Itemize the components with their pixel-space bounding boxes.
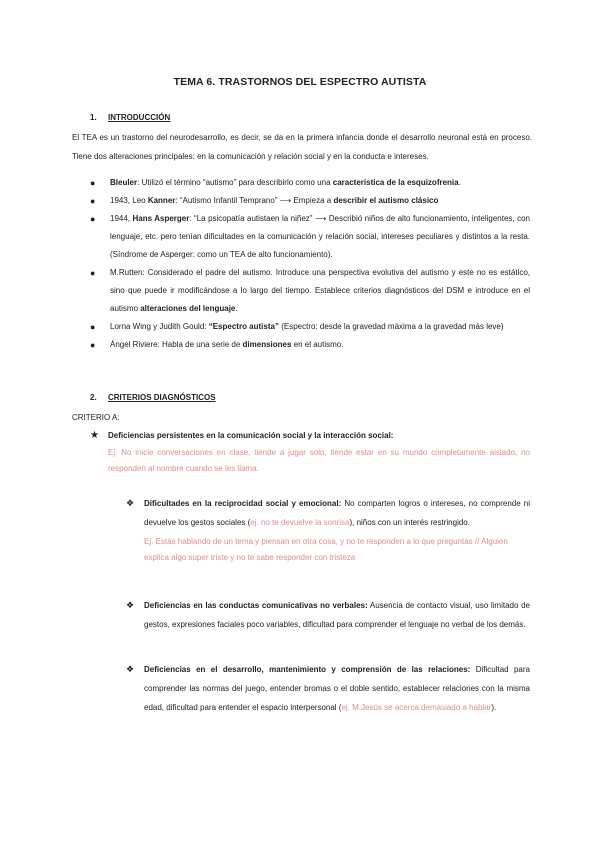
section-label: INTRODUCCIÓN — [108, 113, 171, 122]
section-heading-introduccion — [90, 113, 170, 122]
bullet-icon: ● — [90, 196, 96, 206]
sub-item-relaciones: ❖ Deficiencias en el desarrollo, mantenimiento y comprensión de las relaciones: Dificultad para comprender las normas del juego, entender bromas o el doble sentido, establecer relaciones con la misma edad, dificultad para entender el espacio interpersonal (ej. M.Jesús se acerca demasiado a hablar). — [126, 660, 530, 717]
list-item: ● Lorna Wing y Judith Gould: “Espectro autista” (Espectro: desde la gravedad máxima a la gravedad más leve) — [72, 318, 530, 336]
section-heading-criterios — [90, 393, 216, 402]
bullet-icon: ● — [90, 322, 96, 332]
section-number: 2. — [90, 393, 97, 402]
bullet-icon: ● — [90, 214, 96, 224]
example-text: ej. M.Jesús se acerca demasiado a hablar — [341, 703, 492, 712]
example-text: Ej. No inicie conversaciones en clase, tiende a jugar solo, tiende estar en su mundo completamente aislado, no responden al nombre cuando se les llama. — [108, 448, 530, 473]
document-title: TEMA 6. TRASTORNOS DEL ESPECTRO AUTISTA — [173, 76, 427, 88]
diamond-bullet-icon: ❖ — [126, 498, 135, 508]
star-icon: ★ — [90, 430, 99, 441]
star-item-title: Deficiencias persistentes en la comunicación social y la interacción social: — [108, 431, 394, 440]
intro-bullet-list — [72, 174, 530, 354]
bullet-icon: ● — [90, 178, 96, 188]
diamond-bullet-icon: ❖ — [126, 600, 135, 610]
bullet-icon: ● — [90, 268, 96, 278]
section-number: 1. — [90, 113, 97, 122]
sub-item-reciprocidad: ❖ Dificultades en la reciprocidad social y emocional: No comparten logros o intereses, no comprende ni devuelve los gestos sociales (ej. no te devuelve la sonrisa), niños con un interés restringido. Ej. Estás hablando de un tema y piensan en otra cosa, y no te responden a lo que preguntas // Alguien explica algo super triste y no te sabe responder con tristeza — [126, 494, 530, 566]
list-item: ● 1944, Hans Asperger: “La psicopatía autistaen la niñez” ⟶ Describió niños de alto funcionamiento, inteligentes, con lenguaje, etc. pero tenían dificultades en la comunicación y relación social, intereses peculiares y distintos a la resta. (Síndrome de Asperger: como un TEA de alto funcionamiento). — [72, 210, 530, 264]
sub-item-no-verbales: ❖ Deficiencias en las conductas comunicativas no verbales: Ausencia de contacto visual, uso limitado de gestos, expresiones faciales poco variables, dificultad para comprender el lenguaje no verbal de los demás. — [126, 596, 530, 634]
criterio-label: CRITERIO A: — [72, 413, 120, 422]
list-item: ● Bleuler: Utilizó el término “autismo” para describirlo como una característica de la esquizofrenia. — [72, 174, 530, 192]
diamond-bullet-icon: ❖ — [126, 664, 135, 674]
bullet-icon: ● — [90, 340, 96, 350]
example-text: Ej. Estás hablando de un tema y piensan en otra cosa, y no te responden a lo que preguntas // Alguien explica algo super triste y no te sabe responder con tristeza — [144, 537, 508, 562]
intro-paragraph: El TEA es un trastorno del neurodesarrollo, es decir, se da en la primera infancia donde el desarrollo neuronal está en proceso. Tiene dos alteraciones principales: en la comunicación y relación social y en la conducta e intereses. — [72, 133, 532, 161]
section-label: CRITERIOS DIAGNÓSTICOS — [108, 393, 216, 402]
list-item: ● Ángel Riviere: Habla de una serie de dimensiones en el autismo. — [72, 336, 530, 354]
star-list-item — [90, 426, 530, 477]
example-text: ej. no te devuelve la sonrisa — [250, 518, 350, 527]
list-item: ● 1943, Leo Kanner: “Autismo Infantil Temprano” ⟶ Empieza a describir el autismo clásico — [72, 192, 530, 210]
list-item: ● M.Rutten: Considerado el padre del autismo. Introduce una perspectiva evolutiva del autismo y este no es estático, sino que puede ir modificándose a lo largo del tiempo. Establece criterios diagnósticos del DSM e introduce en el autismo alteraciones del lenguaje. — [72, 264, 530, 318]
